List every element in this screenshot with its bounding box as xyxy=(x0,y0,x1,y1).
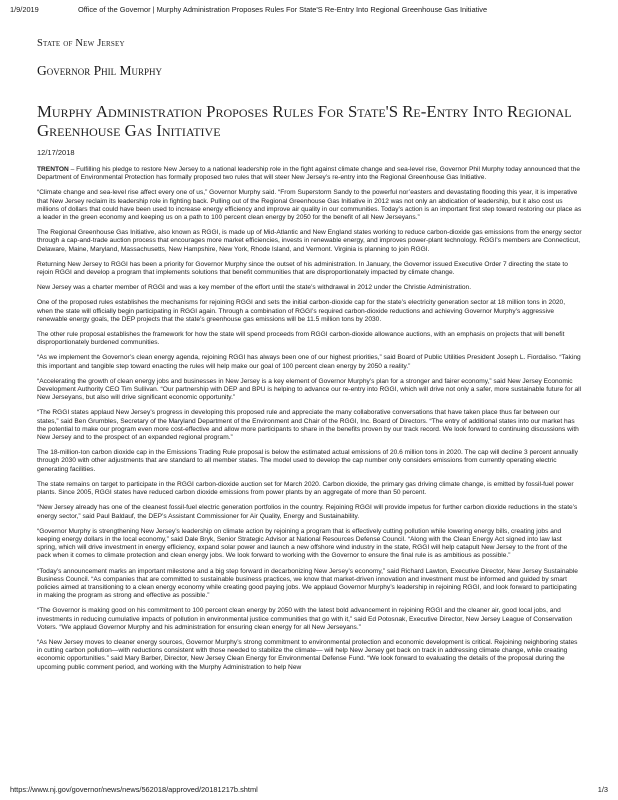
article-paragraph: “Accelerating the growth of clean energy jobs and businesses in New Jersey is a key element of Governor Murphy’s plan for a stronger and fairer economy,” said New Jersey Economic Development Authority CEO Tim Sullivan. “Our partnership with DEP and BPU is helping to advance our re-entry into RGGI, which will drive not only a safer, more sustainable future for all New Jerseyans, but also will drive significant economic opportunity.” xyxy=(37,377,582,402)
print-date: 1/9/2019 xyxy=(10,5,39,14)
state-of-new-jersey-link[interactable]: State of New Jersey xyxy=(37,38,125,49)
article-date: 12/17/2018 xyxy=(37,148,75,157)
article-paragraph: The other rule proposal establishes the framework for how the state will spend proceeds from RGGI carbon-dioxide allowance auctions, with an emphasis on projects that will benefit disproportionately burdened communities. xyxy=(37,331,565,347)
article-paragraph: Returning New Jersey to RGGI has been a priority for Governor Murphy since the outset of his administration. In January, the Governor issued Executive Order 7 directing the state to rejoin RGGI and develop a program that implements solutions that benefit communities that are disproportionately impacted by climate change. xyxy=(37,260,568,277)
print-page-title: Office of the Governor | Murphy Administration Proposes Rules For State'S Re-Entry Into Regional Greenhouse Gas Initiative xyxy=(78,5,488,14)
article-paragraph: New Jersey was a charter member of RGGI and was a key member of the effort until the state’s withdrawal in 2012 under the Christie Administration. xyxy=(37,284,472,292)
article-paragraph: “Today’s announcement marks an important milestone and a big step forward in decarbonizing New Jersey’s economy,” said Richard Lawton, Executive Director, New Jersey Sustainable Business Council. “As companies that are committed to sustainable business practices, we know that market-driven innovation and investment must be informed and guided by smart policies aimed at transitioning to a clean energy economy while creating good paying jobs. We applaud Governor Murphy’s leadership in rejoining RGGI, and look forward to participating in making the program as strong and effective as possible.” xyxy=(37,567,578,600)
governor-name-link[interactable]: Governor Phil Murphy xyxy=(37,63,163,78)
article-paragraph: “The Governor is making good on his commitment to 100 percent clean energy by 2050 with the latest bold advancement in rejoining RGGI and the cleaner air, good local jobs, and investments in reducing cumulative impacts of pollution in environmental justice communities that go with it,” said Ed Potosnak, Executive Director, New Jersey League of Conservation Voters. “We applaud Governor Murphy and his administration for ensuring clean energy for all New Jerseyans.” xyxy=(37,607,573,631)
print-footer xyxy=(10,785,608,794)
article-paragraph: The Regional Greenhouse Gas Initiative, also known as RGGI, is made up of Mid-Atlantic and New England states working to reduce carbon-dioxide gas emissions from the energy sector through a cap-and-trade auction process that encourages more market efficiencies, invests in renewable energy, and improves power-plant technology. RGGI’s members are Connecticut, Delaware, Maine, Maryland, Massachusetts, New Hampshire, New York, Rhode Island, and Vermont. Virginia is planning to join RGGI. xyxy=(37,229,582,253)
article-paragraph: The state remains on target to participate in the RGGI carbon-dioxide auction set for March 2020. Carbon dioxide, the primary gas driving climate change, is emitted by fossil-fuel power plants. Since 2005, RGGI states have reduced carbon dioxide emissions from power plants by an aggregate of more than 50 percent. xyxy=(37,480,574,497)
article-paragraph: The 18-million-ton carbon dioxide cap in the Emissions Trading Rule proposal is below the estimated actual emissions of 20.6 million tons in 2020. The cap will decline 3 percent annually through 2030 with other adjustments that are standard to all member states. The model used to develop the cap number only considers emissions from currently operating electric generating facilities. xyxy=(37,449,578,473)
article-paragraph: “As we implement the Governor’s clean energy agenda, rejoining RGGI has always been one of our highest priorities,” said Board of Public Utilities President Joseph L. Fiordaliso. “Taking this important and tangible step toward enacting the rules will help make our goal of 100 percent clean energy by 2050 a reality.” xyxy=(37,354,581,370)
article-paragraph: “New Jersey already has one of the cleanest fossil-fuel electric generation portfolios in the country. Rejoining RGGI will provide impetus for further carbon dioxide reductions in the state’s energy sector,” said Paul Baldauf, the DEP’s Assistant Commissioner for Air Quality, Energy and Sustainability. xyxy=(37,504,578,520)
page-url[interactable]: https://www.nj.gov/governor/news/news/562018/approved/20181217b.shtml xyxy=(10,785,258,794)
article-paragraph: One of the proposed rules establishes the mechanisms for rejoining RGGI and sets the initial carbon-dioxide cap for the state’s electricity generation sector at 18 million tons in 2020, when the state will officially begin participating in RGGI again. Through a combination of RGGI’s required carbon-dioxide reductions and achieving Governor Murphy’s aggressive renewable energy goals, the DEP projects that the state’s greenhouse gas emissions will be 11.5 million tons by 2030. xyxy=(37,299,566,323)
lead-paragraph xyxy=(37,166,582,182)
article-paragraph: “Governor Murphy is strengthening New Jersey’s leadership on climate action by rejoining a program that is effectively cutting pollution while lowering energy bills, creating jobs and keeping energy dollars in the local economy,” said Dale Bryk, Senior Strategic Advisor at National Resources Defense Council. “Along with the Clean Energy Act signed into law last spring, which will drive investment in energy efficiency, expand solar power and launch a new offshore wind industry in the state, RGGI will help catapult New Jersey to the front of the pack when it comes to climate protection and clean energy jobs. We look forward to working with the Governor to ensure the final rule is as ambitious as possible.” xyxy=(37,527,568,560)
article-body xyxy=(37,166,582,771)
dateline: TRENTON xyxy=(37,166,69,173)
print-header xyxy=(10,5,608,14)
article-paragraph: “Climate change and sea-level rise affect every one of us,” Governor Murphy said. “From Superstorm Sandy to the powerful nor’easters and devastating flooding this year, it is imperative that New Jersey reclaim its leadership role in fighting back. Pulling out of the Regional Greenhouse Gas Initiative in 2012 was not only an abdication of leadership, but it also cost us millions of dollars that could have been used to increase energy efficiency and improve air quality in our communities. Today’s action is an important first step toward restoring our place as a leader in the green economy and keeping us on a path to 100 percent clean energy by 2050 for the benefit of all New Jerseyans.” xyxy=(37,189,582,222)
article-headline: Murphy Administration Proposes Rules For State'S Re-Entry Into Regional Greenhouse Gas Initiative xyxy=(37,102,572,140)
article-paragraph: “As New Jersey moves to cleaner energy sources, Governor Murphy’s strong commitment to environmental protection and economic development is critical. Rejoining neighboring states in cutting carbon pollution—with reductions consistent with those needed to stabilize the climate— will help New Jersey get back on track in addressing climate change, while creating economic opportunities.” said Mary Barber, Director, New Jersey Clean Energy for Environmental Defense Fund. “We look forward to evaluating the details of the proposal during the upcoming public comment period, and working with the Murphy Administration to help New xyxy=(37,638,578,671)
page-number: 1/3 xyxy=(597,785,608,794)
article-paragraph: “The RGGI states applaud New Jersey’s progress in developing this proposed rule and appreciate the many collaborative conversations that have taken place thus far between our states,” said Ben Grumbles, Secretary of the Maryland Department of the Environment and Chair of the RGGI, Inc. Board of Directors. “The entry of additional states into our market has the potential to make our program even more cost-effective and allow more participants to share in the benefits proven by our track record. We look forward to continuing discussions with New Jersey and to the prospect of an expanded regional program.” xyxy=(37,409,579,442)
lead-text: – Fulfilling his pledge to restore New Jersey to a national leadership role in the fight against climate change and sea-level rise, Governor Phil Murphy today announced that the Department of Environmental Protection has formally proposed two rules that will steer New Jersey’s re-entry into the Regional Greenhouse Gas Initiative. xyxy=(37,166,581,182)
